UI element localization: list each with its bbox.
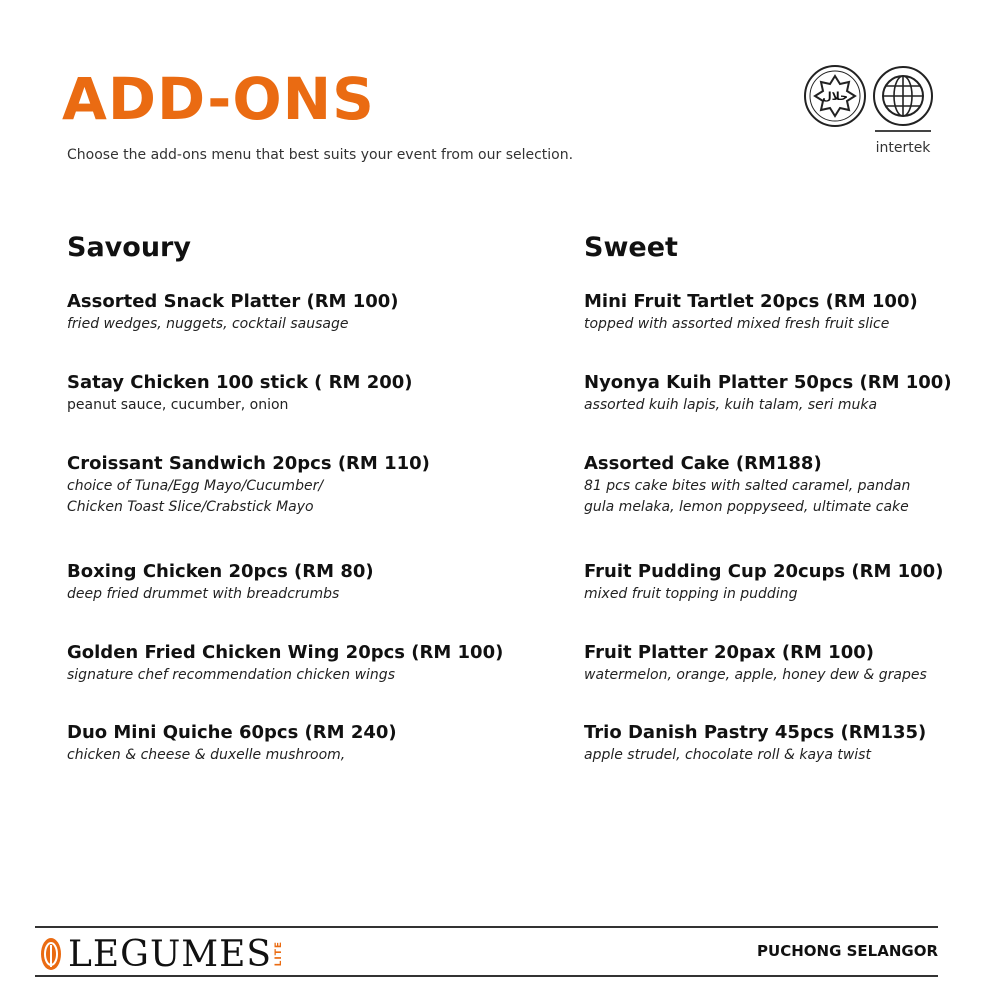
svg-text:حلال: حلال <box>822 90 848 103</box>
item-description: watermelon, orange, apple, honey dew & grapes <box>584 667 927 683</box>
item-name: Fruit Platter 20pax (RM 100) <box>584 642 874 663</box>
page-subtitle: Choose the add-ons menu that best suits your event from our selection. <box>67 147 574 163</box>
location-label: PUCHONG SELANGOR <box>757 942 938 960</box>
item-name: Assorted Snack Platter (RM 100) <box>67 291 399 312</box>
item-description: 81 pcs cake bites with salted caramel, pandan <box>584 478 911 494</box>
item-description: chicken & cheese & duxelle mushroom, <box>67 747 346 763</box>
sweet-section <box>584 230 952 763</box>
item-name: Trio Danish Pastry 45pcs (RM135) <box>584 722 927 743</box>
menu-item <box>67 452 430 518</box>
section-title-sweet: Sweet <box>584 232 678 263</box>
brand-logo <box>40 934 284 974</box>
menu-item <box>67 641 503 686</box>
intertek-logo <box>874 67 932 156</box>
item-name: Golden Fried Chicken Wing 20pcs (RM 100) <box>67 642 504 663</box>
item-description: topped with assorted mixed fresh fruit slice <box>584 316 890 332</box>
item-name: Duo Mini Quiche 60pcs (RM 240) <box>67 722 397 743</box>
item-description: choice of Tuna/Egg Mayo/Cucumber/ <box>67 478 324 494</box>
item-name: Fruit Pudding Cup 20cups (RM 100) <box>584 561 944 582</box>
footer-divider-top <box>35 926 938 928</box>
item-description: apple strudel, chocolate roll & kaya twist <box>584 747 871 763</box>
item-description: peanut sauce, cucumber, onion <box>67 397 289 413</box>
leaf-icon <box>40 937 62 971</box>
item-name: Mini Fruit Tartlet 20pcs (RM 100) <box>584 291 918 312</box>
item-name: Assorted Cake (RM188) <box>584 453 822 474</box>
item-name: Croissant Sandwich 20pcs (RM 110) <box>67 453 430 474</box>
menu-item <box>67 290 399 335</box>
item-description: mixed fruit topping in pudding <box>584 586 798 602</box>
brand-name: LEGUMES <box>68 933 273 975</box>
menu-item <box>584 452 910 518</box>
menu-item <box>67 560 374 605</box>
item-name: Nyonya Kuih Platter 50pcs (RM 100) <box>584 372 952 393</box>
item-name: Satay Chicken 100 stick ( RM 200) <box>67 372 413 393</box>
item-description-line-2: Chicken Toast Slice/Crabstick Mayo <box>67 499 314 515</box>
page-title: ADD-ONS <box>62 65 375 133</box>
savoury-section <box>67 230 504 763</box>
intertek-wordmark: intertek <box>875 140 931 156</box>
item-description: assorted kuih lapis, kuih talam, seri muka <box>584 397 878 413</box>
item-name: Boxing Chicken 20pcs (RM 80) <box>67 561 374 582</box>
item-description: deep fried drummet with breadcrumbs <box>67 586 340 602</box>
section-title-savoury: Savoury <box>67 232 191 263</box>
menu-item <box>67 371 413 416</box>
menu-item <box>584 290 918 335</box>
brand-suffix: LITE <box>274 941 285 967</box>
menu-item <box>584 641 927 686</box>
menu-item <box>584 721 926 766</box>
halal-logo <box>805 66 865 126</box>
footer-divider-bottom <box>35 975 938 977</box>
item-description-line-2: gula melaka, lemon poppyseed, ultimate cake <box>584 499 909 515</box>
item-description: fried wedges, nuggets, cocktail sausage <box>67 316 349 332</box>
menu-item <box>67 721 397 766</box>
menu-item <box>584 371 952 416</box>
item-description: signature chef recommendation chicken wings <box>67 667 395 683</box>
menu-item <box>584 560 943 605</box>
certification-logos <box>803 64 943 159</box>
